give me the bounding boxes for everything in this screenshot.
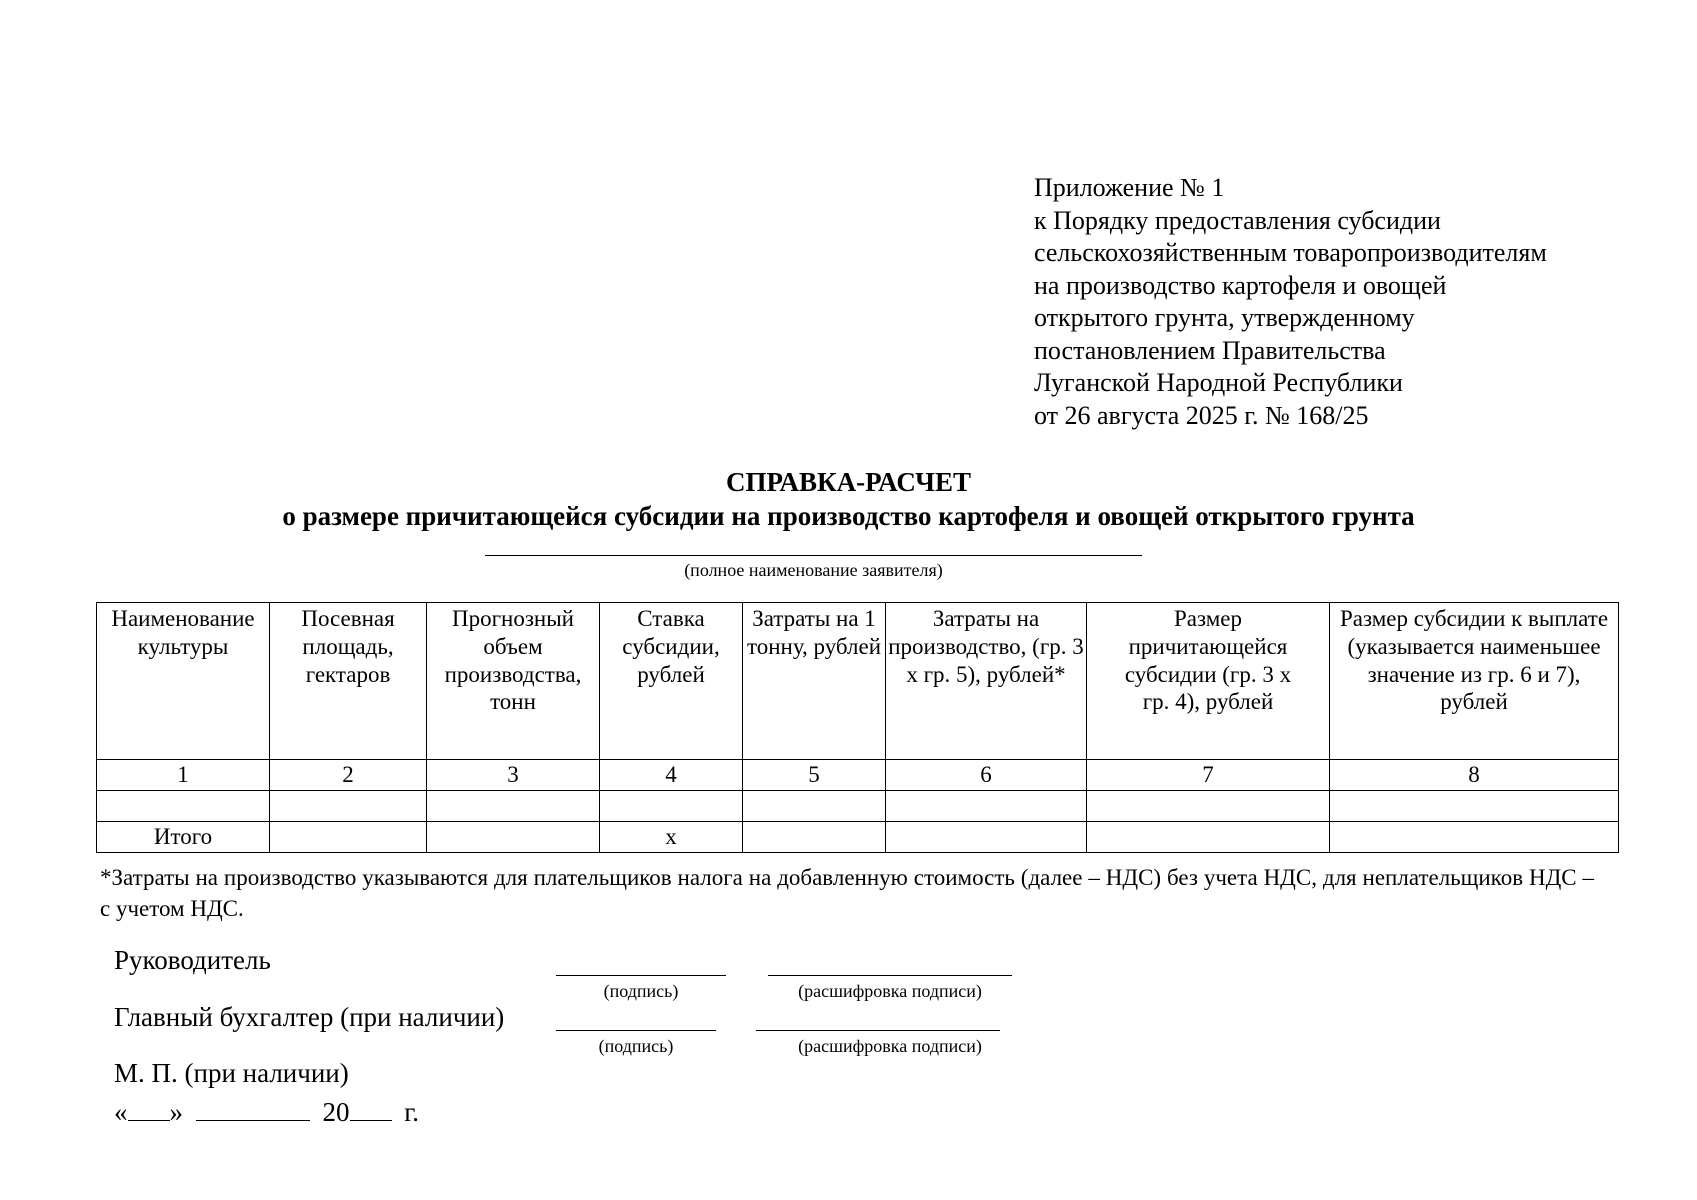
table-cell[interactable]	[743, 791, 886, 822]
table-row	[97, 791, 1619, 822]
year-suffix: г.	[404, 1097, 420, 1127]
decode-caption: (расшифровка подписи)	[798, 981, 982, 1001]
calculation-table	[96, 602, 1619, 853]
head-decode-line[interactable]	[768, 975, 1012, 976]
stamp-label: М. П. (при наличии)	[114, 1058, 349, 1088]
column-number: 3	[427, 760, 600, 791]
year-blank[interactable]	[350, 1096, 392, 1121]
year-prefix: 20	[322, 1097, 350, 1127]
accountant-label: Главный бухгалтер (при наличии)	[114, 1002, 505, 1032]
header-cell: Посевная площадь, гектаров	[270, 603, 427, 760]
table-cell[interactable]	[427, 791, 600, 822]
date-line	[114, 1096, 419, 1128]
annex-line: Приложение № 1	[1034, 173, 1225, 202]
table-cell: x	[600, 822, 743, 853]
applicant-name-line[interactable]	[485, 555, 1142, 556]
open-quote: «	[114, 1097, 128, 1127]
table-cell[interactable]	[270, 791, 427, 822]
annex-line: к Порядку предоставления субсидии	[1034, 205, 1441, 235]
table-cell[interactable]	[270, 822, 427, 853]
column-number: 7	[1087, 760, 1330, 791]
column-number: 6	[886, 760, 1087, 791]
table-cell[interactable]	[1330, 822, 1619, 853]
accountant-signature-line[interactable]	[556, 1030, 716, 1031]
head-signature-line[interactable]	[556, 975, 726, 976]
annex-line: Луганской Народной Республики	[1034, 368, 1403, 397]
header-cell: Размер причитающейся субсидии (гр. 3 х гр. 4), рублей	[1087, 603, 1330, 760]
decode-caption: (расшифровка подписи)	[798, 1036, 982, 1056]
header-cell: Наименование культуры	[97, 603, 270, 760]
header-cell: Прогнозный объем производства, тонн	[427, 603, 600, 760]
table-cell[interactable]	[97, 791, 270, 822]
signature-caption: (подпись)	[603, 981, 679, 1001]
accountant-decode-line[interactable]	[756, 1030, 1000, 1031]
close-quote: »	[169, 1097, 183, 1127]
column-number: 1	[97, 760, 270, 791]
month-blank[interactable]	[196, 1096, 310, 1121]
table-cell[interactable]	[886, 822, 1087, 853]
table-cell[interactable]	[1087, 822, 1330, 853]
column-number-row	[97, 760, 1619, 791]
header-cell: Ставка субсидии, рублей	[600, 603, 743, 760]
annex-block	[1034, 172, 1674, 432]
column-number: 4	[600, 760, 743, 791]
column-number: 8	[1330, 760, 1619, 791]
table-cell[interactable]	[743, 822, 886, 853]
signature-caption: (подпись)	[598, 1036, 674, 1056]
header-cell: Размер субсидии к выплате (указывается наименьшее значение из гр. 6 и 7), рублей	[1330, 603, 1619, 760]
annex-line: на производство картофеля и овощей	[1034, 270, 1447, 300]
annex-line: сельскохозяйственным товаропроизводителям	[1034, 238, 1547, 267]
table-cell[interactable]	[1330, 791, 1619, 822]
table-cell[interactable]	[427, 822, 600, 853]
document-title	[0, 465, 1697, 533]
header-cell: Затраты на 1 тонну, рублей	[743, 603, 886, 760]
table-cell[interactable]	[886, 791, 1087, 822]
title-main: СПРАВКА-РАСЧЕТ	[726, 467, 971, 497]
column-number: 5	[743, 760, 886, 791]
total-label: Итого	[97, 822, 270, 853]
table-cell[interactable]	[1087, 791, 1330, 822]
title-subtitle: о размере причитающейся субсидии на производство картофеля и овощей открытого грунта	[282, 501, 1415, 531]
annex-line: открытого грунта, утвержденному	[1034, 303, 1415, 332]
column-number: 2	[270, 760, 427, 791]
table-header-row	[97, 603, 1619, 760]
total-row	[97, 822, 1619, 853]
annex-line: постановлением Правительства	[1034, 335, 1386, 365]
footnote: *Затраты на производство указываются для плательщиков налога на добавленную стоимость (далее – НДС) без учета НДС, для неплательщиков НДС – с учетом НДС.	[100, 865, 1594, 921]
day-blank[interactable]	[128, 1096, 170, 1121]
applicant-caption: (полное наименование заявителя)	[684, 560, 943, 580]
head-label: Руководитель	[114, 945, 271, 975]
header-cell: Затраты на производство, (гр. 3 х гр. 5), рублей*	[886, 603, 1087, 760]
annex-line: от 26 августа 2025 г. № 168/25	[1034, 400, 1369, 430]
table-cell[interactable]	[600, 791, 743, 822]
